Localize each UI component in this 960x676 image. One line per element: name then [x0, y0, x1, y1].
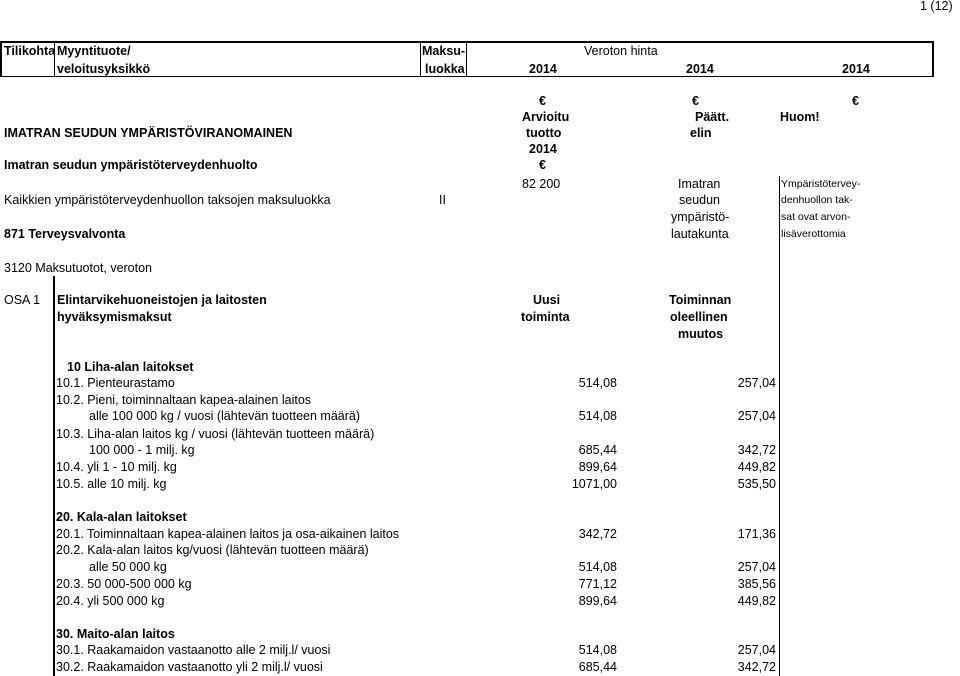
note-line-1: Ympäristötervey-	[781, 178, 861, 190]
row-label: 20.4. yli 500 000 kg	[56, 594, 165, 608]
col-header-price: Veroton hinta	[584, 44, 658, 58]
header-divider-3	[466, 41, 467, 77]
row-value-new: 514,08	[578, 376, 617, 390]
year-2: 2014	[686, 62, 714, 76]
body-line-4: lautakunta	[671, 227, 729, 241]
row-label: 30.2. Raakamaidon vastaanotto yli 2 milj.l/ vuosi	[56, 660, 323, 674]
osa-left-border	[53, 276, 55, 676]
currency-2: €	[692, 94, 699, 108]
row-label: alle 50 000 kg	[89, 560, 167, 574]
body-line-1: Imatran	[678, 177, 721, 191]
osa-col1-1: Uusi	[533, 293, 561, 307]
row-label: 10.3. Liha-alan laitos kg / vuosi (lähtevän tuotteen määrä)	[56, 427, 375, 441]
summary-label: Kaikkien ympäristöterveydenhuollon taksojen maksuluokka	[4, 193, 331, 207]
osa-code: OSA 1	[4, 293, 41, 307]
row-value-new: 514,08	[578, 560, 617, 574]
row-label: 10.1. Pienteurastamo	[56, 376, 175, 390]
row-label: 10.5. alle 10 milj. kg	[56, 477, 167, 491]
row-value-change: 257,04	[737, 560, 776, 574]
row-value-new: 514,08	[578, 409, 617, 423]
row-value-change: 385,56	[737, 577, 776, 591]
sub-col1-line3: 2014	[529, 142, 557, 156]
header-left-border	[0, 41, 2, 77]
row-value-change: 342,72	[737, 660, 776, 674]
note-line-2: denhuollon tak-	[781, 194, 853, 206]
osa-col2-1: Toiminnan	[669, 293, 732, 307]
row-label: 10.4. yli 1 - 10 milj. kg	[56, 460, 177, 474]
row-value-new: 771,12	[578, 577, 617, 591]
currency-1: €	[539, 94, 546, 108]
row-label: 100 000 - 1 milj. kg	[89, 443, 195, 457]
page-number: 1 (12)	[920, 0, 953, 13]
row-value-change: 257,04	[737, 376, 776, 390]
body-line-3: ympäristö-	[671, 210, 730, 224]
row-label: 20.3. 50 000-500 000 kg	[56, 577, 192, 591]
col-header-product-1: Myyntituote/	[57, 44, 131, 58]
row-value-new: 685,44	[578, 443, 617, 457]
row-value-new: 514,08	[578, 643, 617, 657]
summary-class: II	[439, 193, 446, 207]
sub-col1-line4: €	[539, 158, 546, 172]
row-value-new: 899,64	[578, 594, 617, 608]
header-top-border	[0, 41, 934, 43]
row-label: 20.2. Kala-alan laitos kg/vuosi (lähtevän tuotteen määrä)	[56, 543, 369, 557]
header-right-border	[932, 41, 934, 77]
header-divider-2	[420, 41, 421, 77]
note-line-3: sat ovat arvon-	[781, 211, 851, 223]
row-value-change: 257,04	[737, 409, 776, 423]
sub-col3-huom: Huom!	[780, 110, 820, 124]
row-value-new: 899,64	[578, 460, 617, 474]
row-label: 20. Kala-alan laitokset	[56, 510, 187, 524]
row-label: 30. Maito-alan laitos	[56, 627, 175, 641]
col-header-tilikohta: Tilikohta	[4, 44, 56, 58]
year-3: 2014	[842, 62, 870, 76]
row-value-new: 1071,00	[571, 477, 617, 491]
sub-col1-line1: Arvioitu	[522, 110, 570, 124]
sub-col2-line2: elin	[690, 126, 712, 140]
row-value-change: 535,50	[737, 477, 776, 491]
row-label: alle 100 000 kg / vuosi (lähtevän tuotteen määrä)	[89, 409, 361, 423]
row-label: 10.2. Pieni, toiminnaltaan kapea-alainen laitos	[56, 393, 312, 407]
row-label: 30.1. Raakamaidon vastaanotto alle 2 milj.l/ vuosi	[56, 643, 331, 657]
row-value-new: 342,72	[578, 527, 617, 541]
col-header-class-2: luokka	[425, 62, 465, 76]
note-line-4: lisäverottomia	[781, 228, 846, 240]
row-label: 20.1. Toiminnaltaan kapea-alainen laitos ja osa-aikainen laitos	[56, 527, 400, 541]
year-1: 2014	[529, 62, 557, 76]
osa-title-1: Elintarvikehuoneistojen ja laitosten	[57, 293, 267, 307]
row-value-change: 449,82	[737, 460, 776, 474]
col-header-product-2: veloitusyksikkö	[57, 62, 151, 76]
authority-title: IMATRAN SEUDUN YMPÄRISTÖVIRANOMAINEN	[4, 126, 293, 140]
summary-amount: 82 200	[522, 177, 561, 191]
row-value-change: 171,36	[737, 527, 776, 541]
sub-col2-line1: Päätt.	[695, 110, 730, 124]
section-871: 871 Terveysvalvonta	[4, 227, 126, 241]
osa-col2-3: muutos	[678, 327, 724, 341]
unit-title: Imatran seudun ympäristöterveydenhuolto	[4, 158, 258, 172]
remarks-column-border	[779, 176, 780, 676]
account-3120: 3120 Maksutuotot, veroton	[4, 261, 153, 275]
row-value-new: 685,44	[578, 660, 617, 674]
sub-col1-line2: tuotto	[526, 126, 562, 140]
col-header-class-1: Maksu-	[422, 44, 466, 58]
row-label: 10 Liha-alan laitokset	[67, 360, 194, 374]
row-value-change: 342,72	[737, 443, 776, 457]
row-value-change: 449,82	[737, 594, 776, 608]
currency-3: €	[852, 94, 859, 108]
body-line-2: seudun	[679, 193, 721, 207]
osa-title-2: hyväksymismaksut	[57, 310, 172, 324]
osa-col1-2: toiminta	[521, 310, 570, 324]
osa-col2-2: oleellinen	[670, 310, 728, 324]
row-value-change: 257,04	[737, 643, 776, 657]
